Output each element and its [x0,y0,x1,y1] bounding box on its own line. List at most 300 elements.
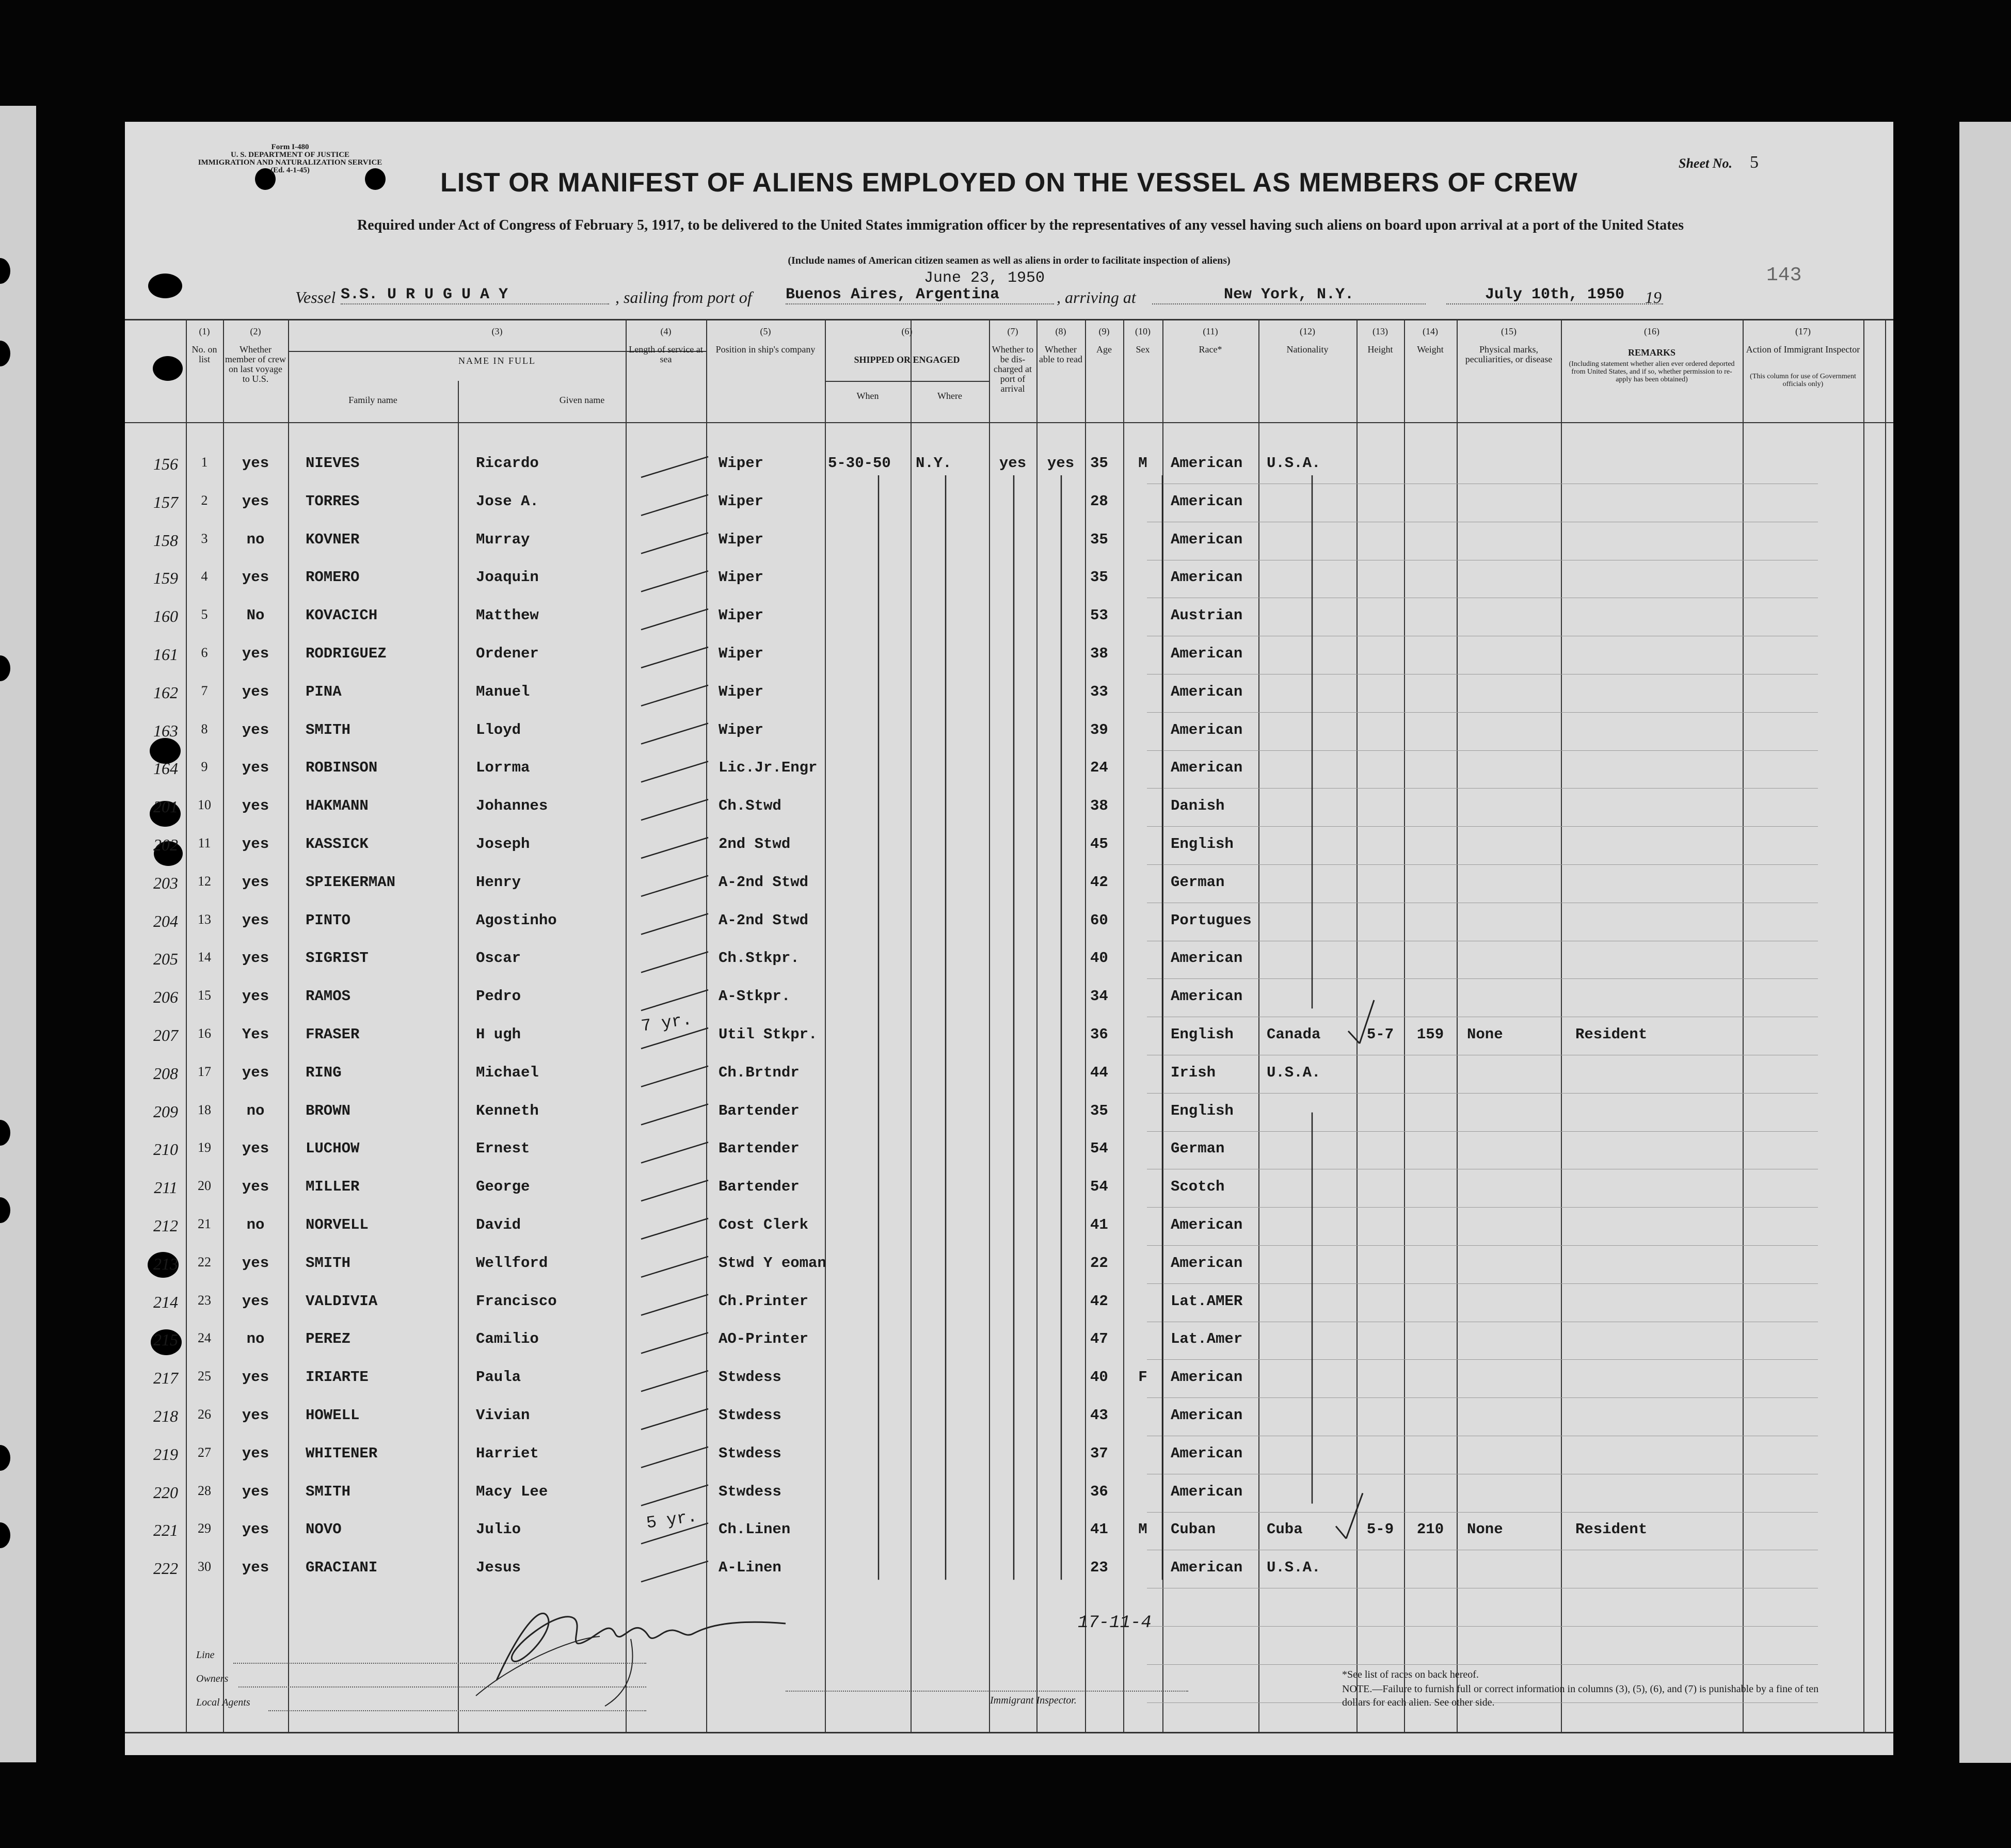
race: German [1171,1140,1225,1158]
family-name: ROBINSON [306,759,378,777]
crew-last-voyage: yes [242,1064,269,1081]
shipped-where: N.Y. [916,455,952,472]
race: American [1171,759,1243,777]
position: Ch.Brtndr [719,1064,800,1081]
given-name: Michael [476,1064,539,1081]
race: American [1171,645,1243,662]
column-header: Length of service at sea [629,344,703,364]
margin-number: 158 [153,531,178,550]
column-header: Race* [1199,344,1222,355]
service-ditto-stroke [641,571,708,591]
column-header: Whether member of crew on last voyage to U.S. [225,344,286,384]
page-subtitle: Required under Act of Congress of February 5, 1917, to be delivered to the United States immigration officer by the representatives of any vessel having such aliens on board upon arrival at a port of the United States [357,217,1684,233]
binder-hole [148,274,182,298]
race: Cuban [1171,1521,1216,1538]
remarks: Resident [1575,1026,1648,1043]
age: 22 [1090,1254,1108,1272]
position: AO-Printer [719,1330,809,1348]
family-name: SMITH [306,721,351,738]
list-number: 22 [198,1254,211,1270]
family-name: LUCHOW [306,1140,360,1158]
list-number: 13 [198,911,211,927]
margin-number: 157 [153,492,178,511]
form-number: Form I-480 [271,143,309,151]
crew-last-voyage: yes [242,683,269,700]
column-header: Whether to be dis-charged at port of arrival [992,344,1034,394]
age: 38 [1090,645,1108,662]
given-name: George [476,1178,530,1196]
margin-number: 208 [153,1064,178,1083]
service-ditto-stroke [641,1142,708,1163]
race: American [1171,492,1243,510]
service-ditto-stroke [641,990,708,1010]
crew-last-voyage: yes [242,911,269,929]
list-number: 18 [198,1102,211,1117]
column-header: NAME IN FULL [458,356,536,366]
margin-number: 219 [153,1444,178,1464]
service-ditto-stroke [641,495,708,516]
margin-number: 160 [153,607,178,626]
column-header: Weight [1417,344,1444,355]
position: A-Stkpr. [719,988,791,1005]
list-number: 12 [198,873,211,889]
column-header: SHIPPED OR ENGAGED [854,355,960,365]
given-name: Ricardo [476,455,539,472]
list-number: 5 [201,607,208,622]
given-name: Wellford [476,1254,548,1272]
given-name: Jesus [476,1559,521,1577]
footer-agents-label: Local Agents [196,1697,250,1708]
margin-number: 201 [153,797,178,816]
crew-last-voyage: yes [242,873,269,891]
given-name: Julio [476,1521,521,1538]
given-name: Agostinho [476,911,557,929]
voyage-line [295,286,1870,309]
physical-marks: None [1467,1026,1503,1043]
table-rule [125,1732,1893,1733]
list-number: 30 [198,1559,211,1574]
age: 44 [1090,1064,1108,1081]
given-name: Manuel [476,683,530,700]
given-name: Murray [476,531,530,548]
position: Wiper [719,645,764,662]
position: Wiper [719,607,764,624]
list-number: 24 [198,1330,211,1346]
given-name: Jose A. [476,492,539,510]
margin-number: 204 [153,911,178,930]
age: 35 [1090,455,1108,472]
position: A-Linen [719,1559,781,1577]
department: U. S. DEPARTMENT OF JUSTICE [230,151,350,159]
year-suffix: 19 [1645,288,1662,307]
sex: F [1138,1369,1147,1386]
list-number: 15 [198,988,211,1003]
crew-last-voyage: No [246,607,265,624]
family-name: FRASER [306,1026,360,1043]
list-number: 21 [198,1216,211,1231]
crew-last-voyage: yes [242,1559,269,1577]
inspector-label: Immigrant Inspector. [990,1695,1077,1706]
column-number: (6) [901,326,913,336]
crew-last-voyage: no [246,1216,265,1233]
list-number: 10 [198,797,211,813]
edition-date: (Ed. 4-1-45) [270,166,310,174]
margin-number: 218 [153,1407,178,1425]
age: 54 [1090,1140,1108,1158]
race: German [1171,873,1225,891]
given-name: Harriet [476,1444,539,1462]
weight: 210 [1416,1521,1444,1538]
officer-signature [435,1562,899,1716]
race: American [1171,721,1243,738]
check-mark [1346,1493,1363,1538]
race: American [1171,1444,1243,1462]
position: 2nd Stwd [719,835,791,853]
footer-owners-label: Owners [196,1673,229,1684]
crew-last-voyage: yes [242,1292,269,1310]
column-header-note: (Including statement whether alien ever ordered deported from United States, and if so, whether permission to re-apply has been obtained) [1569,360,1735,383]
margin-number: 161 [153,645,178,664]
given-name: Joseph [476,835,530,853]
margin-number: 214 [153,1292,178,1311]
position: Util Stkpr. [719,1026,818,1043]
nationality: U.S.A. [1267,455,1321,472]
race: Lat.Amer [1171,1330,1243,1348]
service-ditto-stroke [641,1485,708,1506]
departure-date: June 23, 1950 [924,269,1045,287]
margin-number: 202 [153,835,178,854]
race: American [1171,1369,1243,1386]
crew-last-voyage: yes [242,1407,269,1424]
age: 40 [1090,1369,1108,1386]
margin-number: 206 [153,988,178,1007]
position: Stwdess [719,1483,781,1500]
column-header-note: (This column for use of Government officials only) [1750,373,1856,388]
column-header: Position in ship's company [715,344,816,355]
given-name: Johannes [476,797,548,815]
family-name: NORVELL [306,1216,369,1233]
list-number: 14 [198,950,211,965]
service-ditto-stroke [641,1409,708,1429]
nationality: Canada [1267,1026,1321,1043]
family-name: SPIEKERMAN [306,873,396,891]
service-ditto-stroke [641,1523,708,1544]
age: 35 [1090,531,1108,548]
position: Bartender [719,1178,800,1196]
family-name: MILLER [306,1178,360,1196]
list-number: 7 [201,683,208,698]
service: IMMIGRATION AND NATURALIZATION SERVICE [198,158,382,167]
discharged: yes [999,455,1027,472]
given-name: Oscar [476,950,521,967]
family-name: SMITH [306,1254,351,1272]
race: English [1171,1102,1234,1119]
family-name: IRIARTE [306,1369,369,1386]
service-ditto-stroke [641,724,708,744]
position: Wiper [719,531,764,548]
column-number: (13) [1372,326,1388,336]
list-number: 23 [198,1292,211,1308]
age: 24 [1090,759,1108,777]
shipped-when: 5-30-50 [828,455,891,472]
margin-number: 207 [153,1026,178,1044]
service-ditto-stroke [641,1104,708,1125]
age: 60 [1090,911,1108,929]
service-ditto-stroke [641,914,708,935]
check-mark [1360,1000,1374,1043]
position: Stwdess [719,1444,781,1462]
age: 33 [1090,683,1108,700]
position: Cost Clerk [719,1216,809,1233]
age: 42 [1090,873,1108,891]
race-footnote: *See list of races on back hereof. [1342,1669,1479,1680]
race: American [1171,1483,1243,1500]
column-number: (11) [1203,326,1218,336]
penalty-note: NOTE.—Failure to furnish full or correct information in columns (3), (5), (6), and (7) is punishable by a fine of ten dollars for each alien. See other side. [1342,1683,1819,1708]
race: American [1171,950,1243,967]
list-number: 3 [201,531,208,546]
arrival-port: New York, N.Y. [1152,286,1426,304]
list-number: 20 [198,1178,211,1194]
given-name: Lloyd [476,721,521,738]
crew-last-voyage: yes [242,835,269,853]
service-ditto-stroke [641,647,708,668]
race: Irish [1171,1064,1216,1081]
list-number: 26 [198,1407,211,1422]
manifest-sheet [125,122,1893,1755]
margin-number: 162 [153,683,178,702]
family-name: KASSICK [306,835,369,853]
family-name: PINA [306,683,342,700]
remarks: Resident [1575,1521,1648,1538]
service-ditto-stroke [641,876,708,896]
service-ditto-stroke [641,799,708,820]
handwritten-strokes [125,319,1893,1732]
position: Stwdess [719,1369,781,1386]
age: 53 [1090,607,1108,624]
age: 37 [1090,1444,1108,1462]
age: 36 [1090,1483,1108,1500]
age: 39 [1090,721,1108,738]
margin-number: 212 [153,1216,178,1235]
column-header: Physical marks, peculiarities, or disease [1465,344,1553,364]
family-name: RAMOS [306,988,351,1005]
given-name: Matthew [476,607,539,624]
list-number: 17 [198,1064,211,1079]
list-number: 28 [198,1483,211,1498]
margin-number: 164 [153,759,178,778]
service-ditto-stroke [641,1447,708,1468]
race: American [1171,1254,1243,1272]
crew-last-voyage: no [246,1102,265,1119]
right-page-edge [1959,122,2011,1763]
height: 5-7 [1366,1026,1394,1043]
family-name: NIEVES [306,455,360,472]
race: Lat.AMER [1171,1292,1243,1310]
margin-number: 217 [153,1369,178,1388]
age: 36 [1090,1026,1108,1043]
crew-last-voyage: yes [242,455,269,472]
service-ditto-stroke [641,952,708,972]
family-name: SIGRIST [306,950,369,967]
crew-last-voyage: yes [242,645,269,662]
age: 35 [1090,569,1108,586]
column-header: Sex [1136,344,1150,355]
margin-number: 220 [153,1483,178,1502]
crew-table [125,319,1893,1732]
arriving-label: , arriving at [1057,288,1136,307]
crew-last-voyage: no [246,531,265,548]
margin-number: 210 [153,1140,178,1159]
age: 41 [1090,1521,1108,1538]
position: Ch.Linen [719,1521,791,1538]
column-header: Whether able to read [1039,344,1082,364]
list-number: 27 [198,1444,211,1460]
column-number: (4) [660,326,672,336]
position: Ch.Stkpr. [719,950,800,967]
age: 45 [1090,835,1108,853]
family-name: BROWN [306,1102,351,1119]
crew-last-voyage: yes [242,1444,269,1462]
given-name: Pedro [476,988,521,1005]
crew-last-voyage: yes [242,721,269,738]
crew-last-voyage: yes [242,492,269,510]
family-name: HAKMANN [306,797,369,815]
column-header: Height [1367,344,1393,355]
family-name: GRACIANI [306,1559,378,1577]
given-name: H ugh [476,1026,521,1043]
crew-last-voyage: yes [242,569,269,586]
race: English [1171,835,1234,853]
crew-last-voyage: no [246,1330,265,1348]
nationality: U.S.A. [1267,1559,1321,1577]
sex: M [1138,1521,1147,1538]
departure-port: Buenos Aires, Argentina [786,286,1054,304]
column-number: (2) [250,326,261,336]
crew-last-voyage: yes [242,1178,269,1196]
family-name: ROMERO [306,569,360,586]
family-name: SMITH [306,1483,351,1500]
sheet-number-label: Sheet No. [1679,156,1732,171]
race: American [1171,988,1243,1005]
height: 5-9 [1366,1521,1394,1538]
list-number: 19 [198,1140,211,1155]
age: 28 [1090,492,1108,510]
margin-number: 222 [153,1559,178,1578]
arrival-date: July 10th, 1950 [1446,286,1663,304]
page-title: LIST OR MANIFEST OF ALIENS EMPLOYED ON THE VESSEL AS MEMBERS OF CREW [440,168,1578,198]
list-number: 6 [201,645,208,660]
age: 42 [1090,1292,1108,1310]
column-number: (10) [1135,326,1151,336]
family-name: KOVNER [306,531,360,548]
column-number: (14) [1423,326,1438,336]
family-name: HOWELL [306,1407,360,1424]
family-name: PEREZ [306,1330,351,1348]
family-name: RING [306,1064,342,1081]
service-ditto-stroke [641,1257,708,1277]
race: American [1171,455,1243,472]
service-ditto-stroke [641,1180,708,1201]
family-name: TORRES [306,492,360,510]
margin-number: 213 [153,1254,178,1273]
list-number: 4 [201,569,208,584]
footer-line-label: Line [196,1649,215,1661]
position: Wiper [719,569,764,586]
position: Bartender [719,1140,800,1158]
given-name: Camilio [476,1330,539,1348]
service-ditto-stroke [641,1332,708,1353]
position: A-2nd Stwd [719,873,809,891]
race: English [1171,1026,1234,1043]
list-number: 11 [198,835,211,850]
given-name: Paula [476,1369,521,1386]
nationality: Cuba [1267,1521,1303,1538]
position: Wiper [719,683,764,700]
race: Scotch [1171,1178,1225,1196]
age: 38 [1090,797,1108,815]
family-name: VALDIVIA [306,1292,378,1310]
age: 54 [1090,1178,1108,1196]
list-number: 16 [198,1026,211,1041]
position: Bartender [719,1102,800,1119]
margin-number: 205 [153,950,178,969]
column-subheader: Where [937,391,962,401]
given-name: David [476,1216,521,1233]
crew-last-voyage: yes [242,1254,269,1272]
service-ditto-stroke [641,1028,708,1049]
crew-last-voyage: yes [242,988,269,1005]
column-number: (3) [491,326,503,336]
margin-number: 163 [153,721,178,740]
list-number: 1 [201,455,208,470]
family-name: NOVO [306,1521,342,1538]
vessel-label: Vessel [295,288,336,307]
able-to-read: yes [1047,455,1075,472]
crew-last-voyage: yes [242,1483,269,1500]
crew-last-voyage: yes [242,1140,269,1158]
list-number: 8 [201,721,208,736]
margin-number: 215 [153,1330,178,1349]
age: 40 [1090,950,1108,967]
position: Wiper [719,455,764,472]
crew-last-voyage: Yes [242,1026,269,1043]
column-number: (16) [1644,326,1659,336]
service-ditto-stroke [641,1371,708,1391]
race: Danish [1171,797,1225,815]
column-header: No. on list [191,344,217,364]
service-ditto-stroke [641,609,708,630]
given-name: Francisco [476,1292,557,1310]
age: 47 [1090,1330,1108,1348]
sex: M [1138,455,1147,472]
family-name: PINTO [306,911,351,929]
given-name: Kenneth [476,1102,539,1119]
family-name: KOVACICH [306,607,378,624]
sailing-label: , sailing from port of [615,288,752,307]
margin-number: 209 [153,1102,178,1121]
race: American [1171,569,1243,586]
race: American [1171,1216,1243,1233]
service-ditto-stroke [641,457,708,477]
list-number: 29 [198,1521,211,1536]
race: American [1171,531,1243,548]
service-ditto-stroke [641,838,708,858]
crew-last-voyage: yes [242,1521,269,1538]
age: 23 [1090,1559,1108,1577]
sheet-number-value: 5 [1750,153,1759,172]
given-name: Lorrma [476,759,530,777]
